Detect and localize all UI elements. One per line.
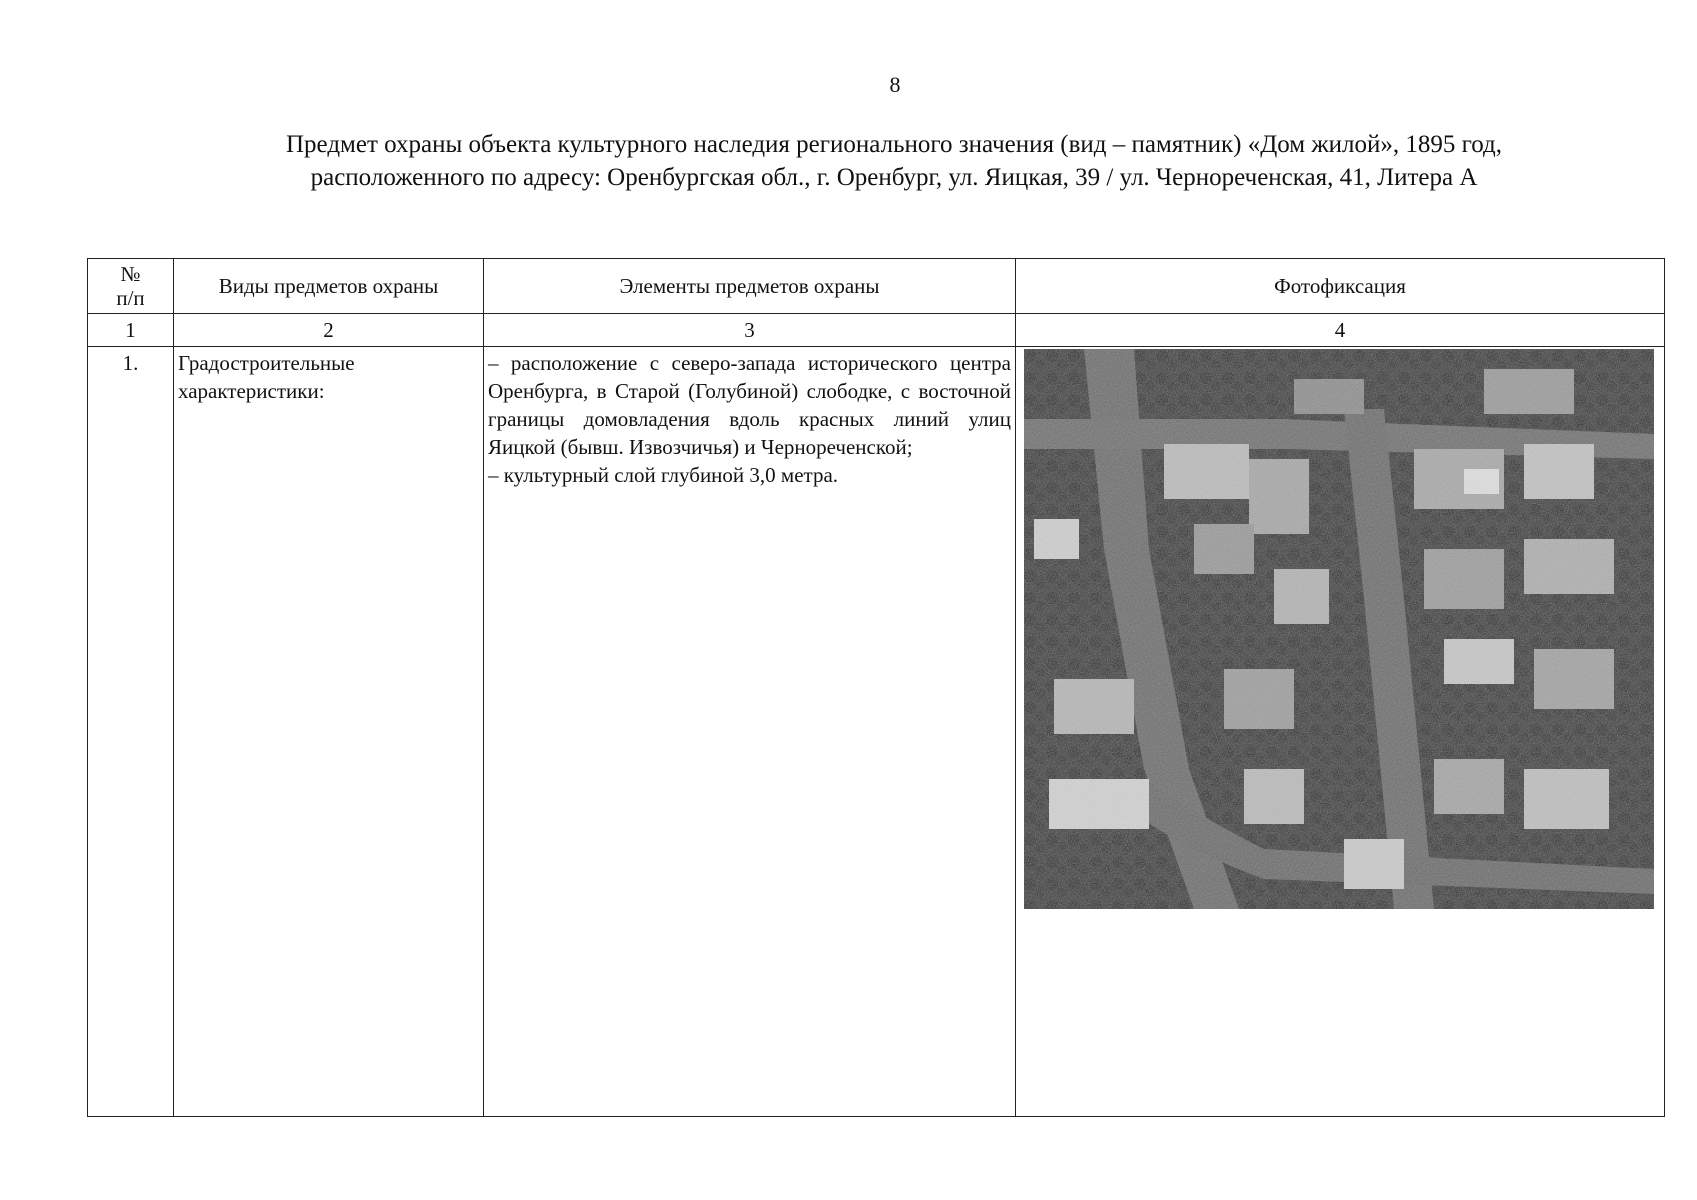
row-kind: Градостроительные характеристики: [174,347,484,1117]
column-number-row [88,314,1665,347]
row-elements [484,347,1016,1117]
protection-table [87,258,1665,1117]
element-item: – культурный слой глубиной 3,0 метра. [488,463,839,487]
protection-table-wrapper [87,258,1665,1117]
column-number: 2 [174,314,484,347]
document-title [120,128,1668,194]
table-header-row [88,259,1665,314]
aerial-photo [1024,349,1654,909]
title-line-2: расположенного по адресу: Оренбургская обл., г. Оренбург, ул. Яицкая, 39 / ул. Чернореченская, 41, Литера А [310,164,1478,191]
row-photo [1016,347,1665,1117]
column-number: 3 [484,314,1016,347]
header-elements: Элементы предметов охраны [484,259,1016,314]
table-row [88,347,1665,1117]
row-number: 1. [88,347,174,1117]
column-number: 1 [88,314,174,347]
page-number: 8 [889,72,901,97]
title-line-1: Предмет охраны объекта культурного наследия регионального значения (вид – памятник) «Дом жилой», 1895 год, [286,131,1502,158]
header-photo: Фотофиксация [1016,259,1665,314]
column-number: 4 [1016,314,1665,347]
element-item: – расположение с северо-запада исторического центра Оренбурга, в Старой (Голубиной) слободке, с восточной границы домовладения вдоль красных линий улиц Яицкой (бывш. Извозчичья) и Чернореченской; [488,351,1011,459]
header-kinds: Виды предметов охраны [174,259,484,314]
header-num: № п/п [88,259,174,314]
